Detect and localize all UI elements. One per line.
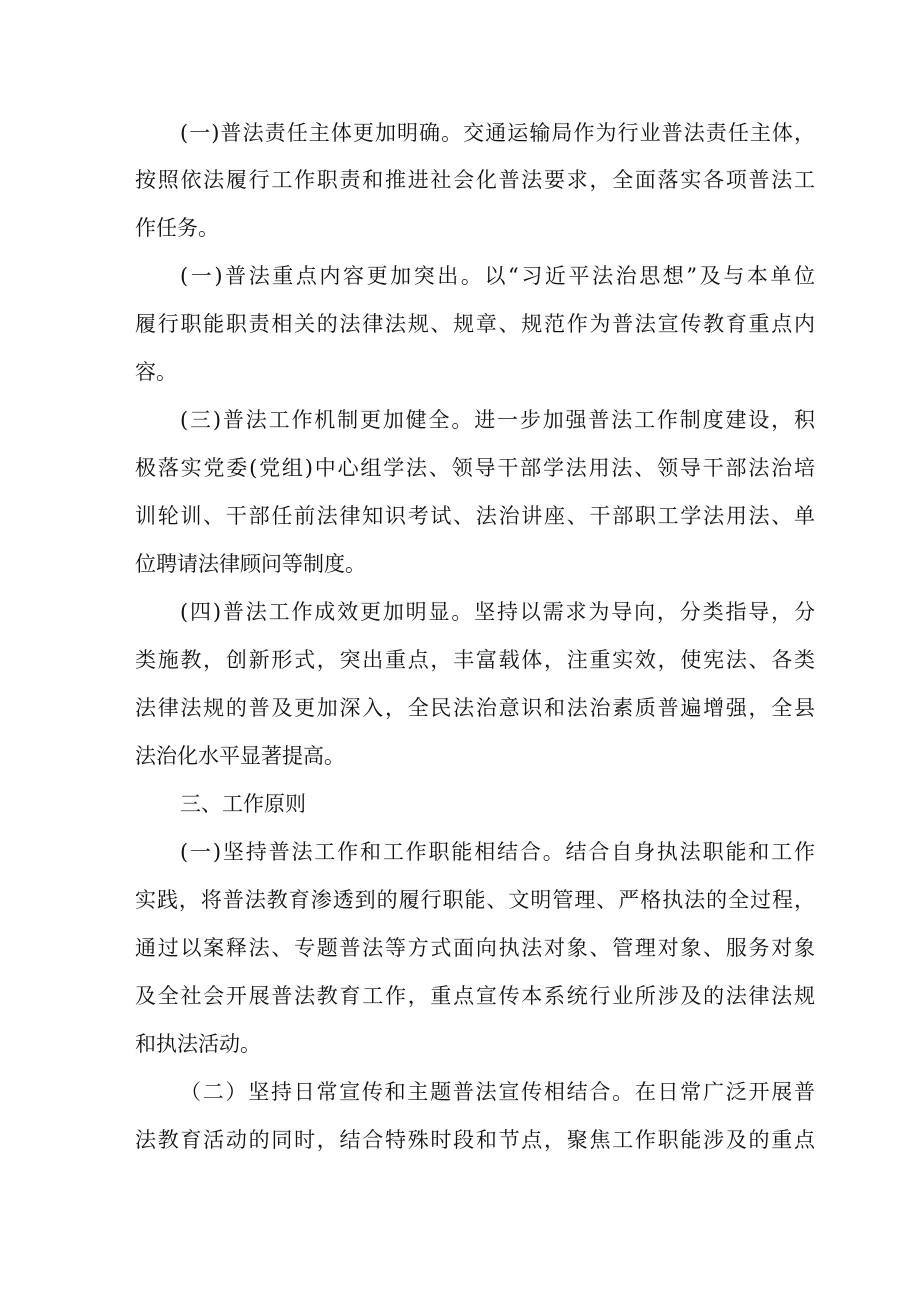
- paragraph-1-line-3: 作任务。: [135, 216, 219, 240]
- paragraph-5-line-2: 实践，将普法教育渗透到的履行职能、文明管理、严格执法的全过程，: [135, 888, 815, 912]
- paragraph-6-line-1: （二）坚持日常宣传和主题普法宣传相结合。在日常广泛开展普: [180, 1080, 815, 1104]
- paragraph-5-line-3: 通过以案释法、专题普法等方式面向执法对象、管理对象、服务对象: [135, 936, 815, 960]
- section-heading: 三、工作原则: [180, 792, 306, 816]
- paragraph-4-line-4: 法治化水平显著提高。: [135, 744, 345, 768]
- paragraph-2-line-2: 履行职能职责相关的法律法规、规章、规范作为普法宣传教育重点内: [135, 312, 815, 336]
- paragraph-3-line-1: (三)普法工作机制更加健全。进一步加强普法工作制度建设，积: [180, 408, 815, 432]
- paragraph-5-line-5: 和执法活动。: [135, 1032, 261, 1056]
- paragraph-3-line-3: 训轮训、干部任前法律知识考试、法治讲座、干部职工学法用法、单: [135, 504, 815, 528]
- paragraph-1-line-2: 按照依法履行工作职责和推进社会化普法要求，全面落实各项普法工: [135, 168, 815, 192]
- paragraph-1-line-1: (一)普法责任主体更加明确。交通运输局作为行业普法责任主体，: [180, 121, 815, 145]
- paragraph-4-line-1: (四)普法工作成效更加明显。坚持以需求为导向，分类指导，分: [180, 600, 815, 624]
- paragraph-2-line-3: 容。: [135, 360, 177, 384]
- paragraph-5-line-1: (一)坚持普法工作和工作职能相结合。结合自身执法职能和工作: [180, 840, 815, 864]
- paragraph-2-line-1: (一)普法重点内容更加突出。以“习近平法治思想”及与本单位: [180, 264, 815, 288]
- paragraph-4-line-2: 类施教，创新形式，突出重点，丰富载体，注重实效，使宪法、各类: [135, 648, 815, 672]
- paragraph-6-line-2: 法教育活动的同时，结合特殊时段和节点，聚焦工作职能涉及的重点: [135, 1128, 815, 1152]
- paragraph-5-line-4: 及全社会开展普法教育工作，重点宣传本系统行业所涉及的法律法规: [135, 984, 815, 1008]
- paragraph-3-line-2: 极落实党委(党组)中心组学法、领导干部学法用法、领导干部法治培: [135, 456, 815, 480]
- paragraph-3-line-4: 位聘请法律顾问等制度。: [135, 552, 366, 576]
- paragraph-4-line-3: 法律法规的普及更加深入，全民法治意识和法治素质普遍增强，全县: [135, 696, 815, 720]
